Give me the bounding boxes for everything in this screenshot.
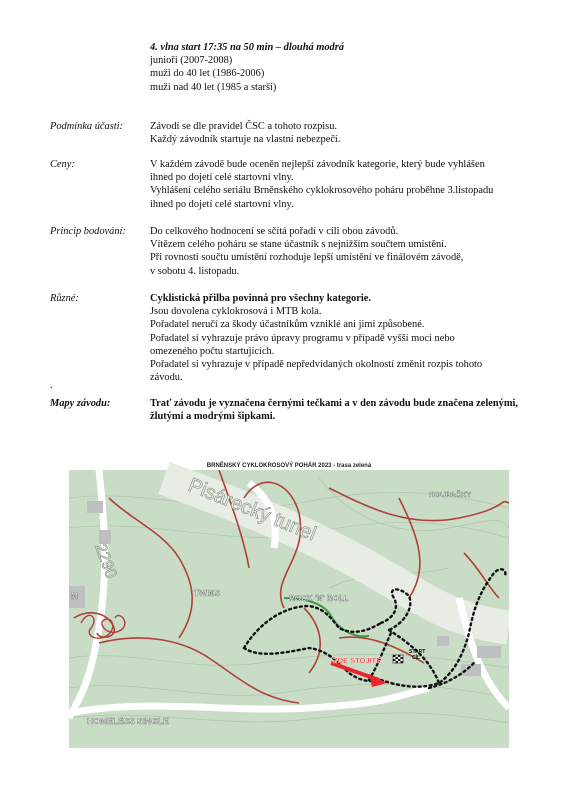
section-label-podminka: Podmínka účasti: bbox=[50, 121, 124, 132]
section-line: Závodí se dle pravidel ČSC a tohoto rozpisu. bbox=[150, 121, 338, 132]
section-line: Každý závodník startuje na vlastní nebezpečí. bbox=[150, 134, 341, 146]
map-label-homeless: HOMELESS SINGLE bbox=[87, 716, 169, 726]
wave4-line: junioři (2007-2008) bbox=[150, 55, 233, 67]
map-label-zde: ZDE STOJÍTE bbox=[333, 656, 382, 665]
section-body-ceny bbox=[150, 158, 493, 211]
wave4-heading: 4. vlna start 17:35 na 50 min – dlouhá modrá bbox=[150, 42, 344, 53]
section-line: omezeného počtu startujících. bbox=[150, 345, 275, 357]
map-label-twins: TWINS bbox=[194, 589, 220, 598]
section-line: ihned po dojetí celé startovní vlny. bbox=[150, 172, 294, 184]
section-label-mapy: Mapy závodu: bbox=[50, 398, 111, 409]
section-line: Vyhlášení celého seriálu Brněnského cyklokrosového poháru proběhne 3.listopadu bbox=[150, 185, 494, 197]
map-label-rocknroll: ROCK 'N' ROLL bbox=[289, 594, 349, 603]
helmet-notice: Cyklistická přilba povinná pro všechny kategorie. bbox=[150, 293, 371, 304]
map-label-tunel: Pisárecký tunel bbox=[185, 474, 320, 546]
map-label-road: 2290 bbox=[91, 541, 120, 581]
section-line: Vítězem celého poháru se stane účastník s nejnižším součtem umístění. bbox=[150, 239, 447, 251]
section-label-ruzne: Různé: bbox=[50, 293, 79, 304]
race-map-svg bbox=[69, 458, 509, 748]
map-label-houpacky: HOUPAČKY bbox=[429, 490, 472, 499]
section-body-podminka bbox=[150, 120, 340, 146]
section-line: Trať závodu je vyznačena černými tečkami a v den závodu bude značena zelenými, bbox=[150, 398, 518, 409]
section-line: Při rovnosti součtu umístění rozhoduje lepší umístění ve finálovém závodě, bbox=[150, 252, 464, 264]
section-line: Pořadatel si vyhrazuje v případě nepředvídaných okolností změnit rozpis tohoto bbox=[150, 359, 483, 371]
section-line: Pořadatel neručí za škody účastníkům vzniklé ani jimi způsobené. bbox=[150, 319, 425, 331]
section-label-ceny: Ceny: bbox=[50, 159, 75, 170]
map-title: BRNĚNSKÝ CYKLOKROSOVÝ POHÁR 2023 - trasa zelená bbox=[206, 463, 372, 469]
section-line: Jsou dovolena cyklokrosová i MTB kola. bbox=[150, 306, 322, 318]
finish-flag-icon bbox=[393, 655, 403, 663]
map-label-start: START bbox=[409, 649, 426, 655]
section-body-princip bbox=[150, 225, 463, 278]
race-map bbox=[69, 458, 509, 748]
section-line: V každém závodě bude oceněn nejlepší závodník kategorie, který bude vyhlášen bbox=[150, 159, 485, 170]
section-line: závodu. bbox=[150, 372, 183, 384]
section-label-princip: Princip bodování: bbox=[50, 226, 126, 237]
section-line: ihned po dojetí celé startovní vlny. bbox=[150, 198, 294, 210]
wave4-block bbox=[150, 41, 344, 94]
section-line: Pořadatel si vyhrazuje právo úpravy programu v případě vyšší moci nebo bbox=[150, 332, 455, 344]
section-line: Do celkového hodnocení se sčítá pořadí v cíli obou závodů. bbox=[150, 226, 399, 237]
section-body-mapy bbox=[150, 397, 518, 423]
wave4-line: muži do 40 let (1986-2006) bbox=[150, 68, 265, 80]
section-body-ruzne bbox=[150, 292, 482, 384]
stray-dot: . bbox=[50, 380, 53, 391]
section-line: žlutými a modrými šipkami. bbox=[150, 411, 276, 423]
map-label-m: M bbox=[71, 592, 78, 601]
section-line: v sobotu 4. listopadu. bbox=[150, 265, 240, 277]
map-label-cil: CÍL bbox=[412, 655, 421, 661]
wave4-line: muži nad 40 let (1985 a starší) bbox=[150, 81, 277, 93]
